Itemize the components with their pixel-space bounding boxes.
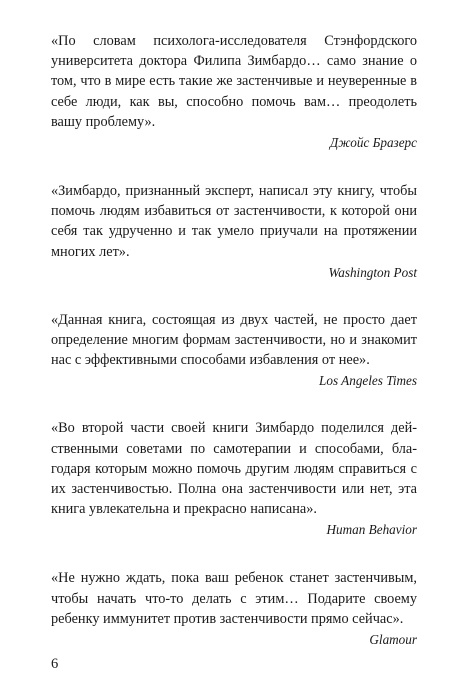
quote-block	[51, 310, 417, 392]
quote-text: «Данная книга, состоящая из двух частей, не просто дает определение многим формам застенчивости, но и знакомит нас с эффективными способами избавления от нее».	[51, 311, 417, 369]
quote-source: Washington Post	[328, 264, 417, 280]
quote-text: «Не нужно ждать, пока ваш ребенок станет застенчивым, чтобы начать что-то делать с этим… Подарите своему ребенку иммунитет против застенчивости прямо сейчас».	[51, 570, 417, 627]
quotes-column	[51, 31, 417, 650]
quote-text: «По словам психолога-исследователя Стэнфордского университета доктора Филипа Зимбардо… само знание о том, что в мире есть такие же застенчивые и неуверенные в себе люди, как вы, способно помочь вам… преодолеть вашу проблему».	[51, 33, 417, 130]
quote-source: Los Angeles Times	[319, 373, 417, 389]
quote-source: Human Behavior	[326, 522, 417, 538]
quote-block	[51, 418, 417, 540]
page-number: 6	[51, 656, 59, 672]
quote-block	[51, 568, 417, 650]
quote-source: Джойс Бразерс	[329, 135, 417, 151]
quote-block	[51, 181, 417, 283]
quote-text: «Зимбардо, признанный эксперт, написал эту книгу, чтобы помочь людям избавиться от застенчивости, к которой они себя так удрученно и так умело приучали на протяжении многих лет».	[51, 183, 417, 260]
quote-block	[51, 31, 417, 153]
quote-source: Glamour	[369, 632, 417, 648]
quote-text: «Во второй части своей книги Зимбардо поделился действенными советами по самотерапии и способами, благодаря которым можно помочь другим людям справиться с их застенчивостью. Полна она застенчивости или нет, эта книга увлекательна и прекрасно написана».	[51, 420, 417, 518]
